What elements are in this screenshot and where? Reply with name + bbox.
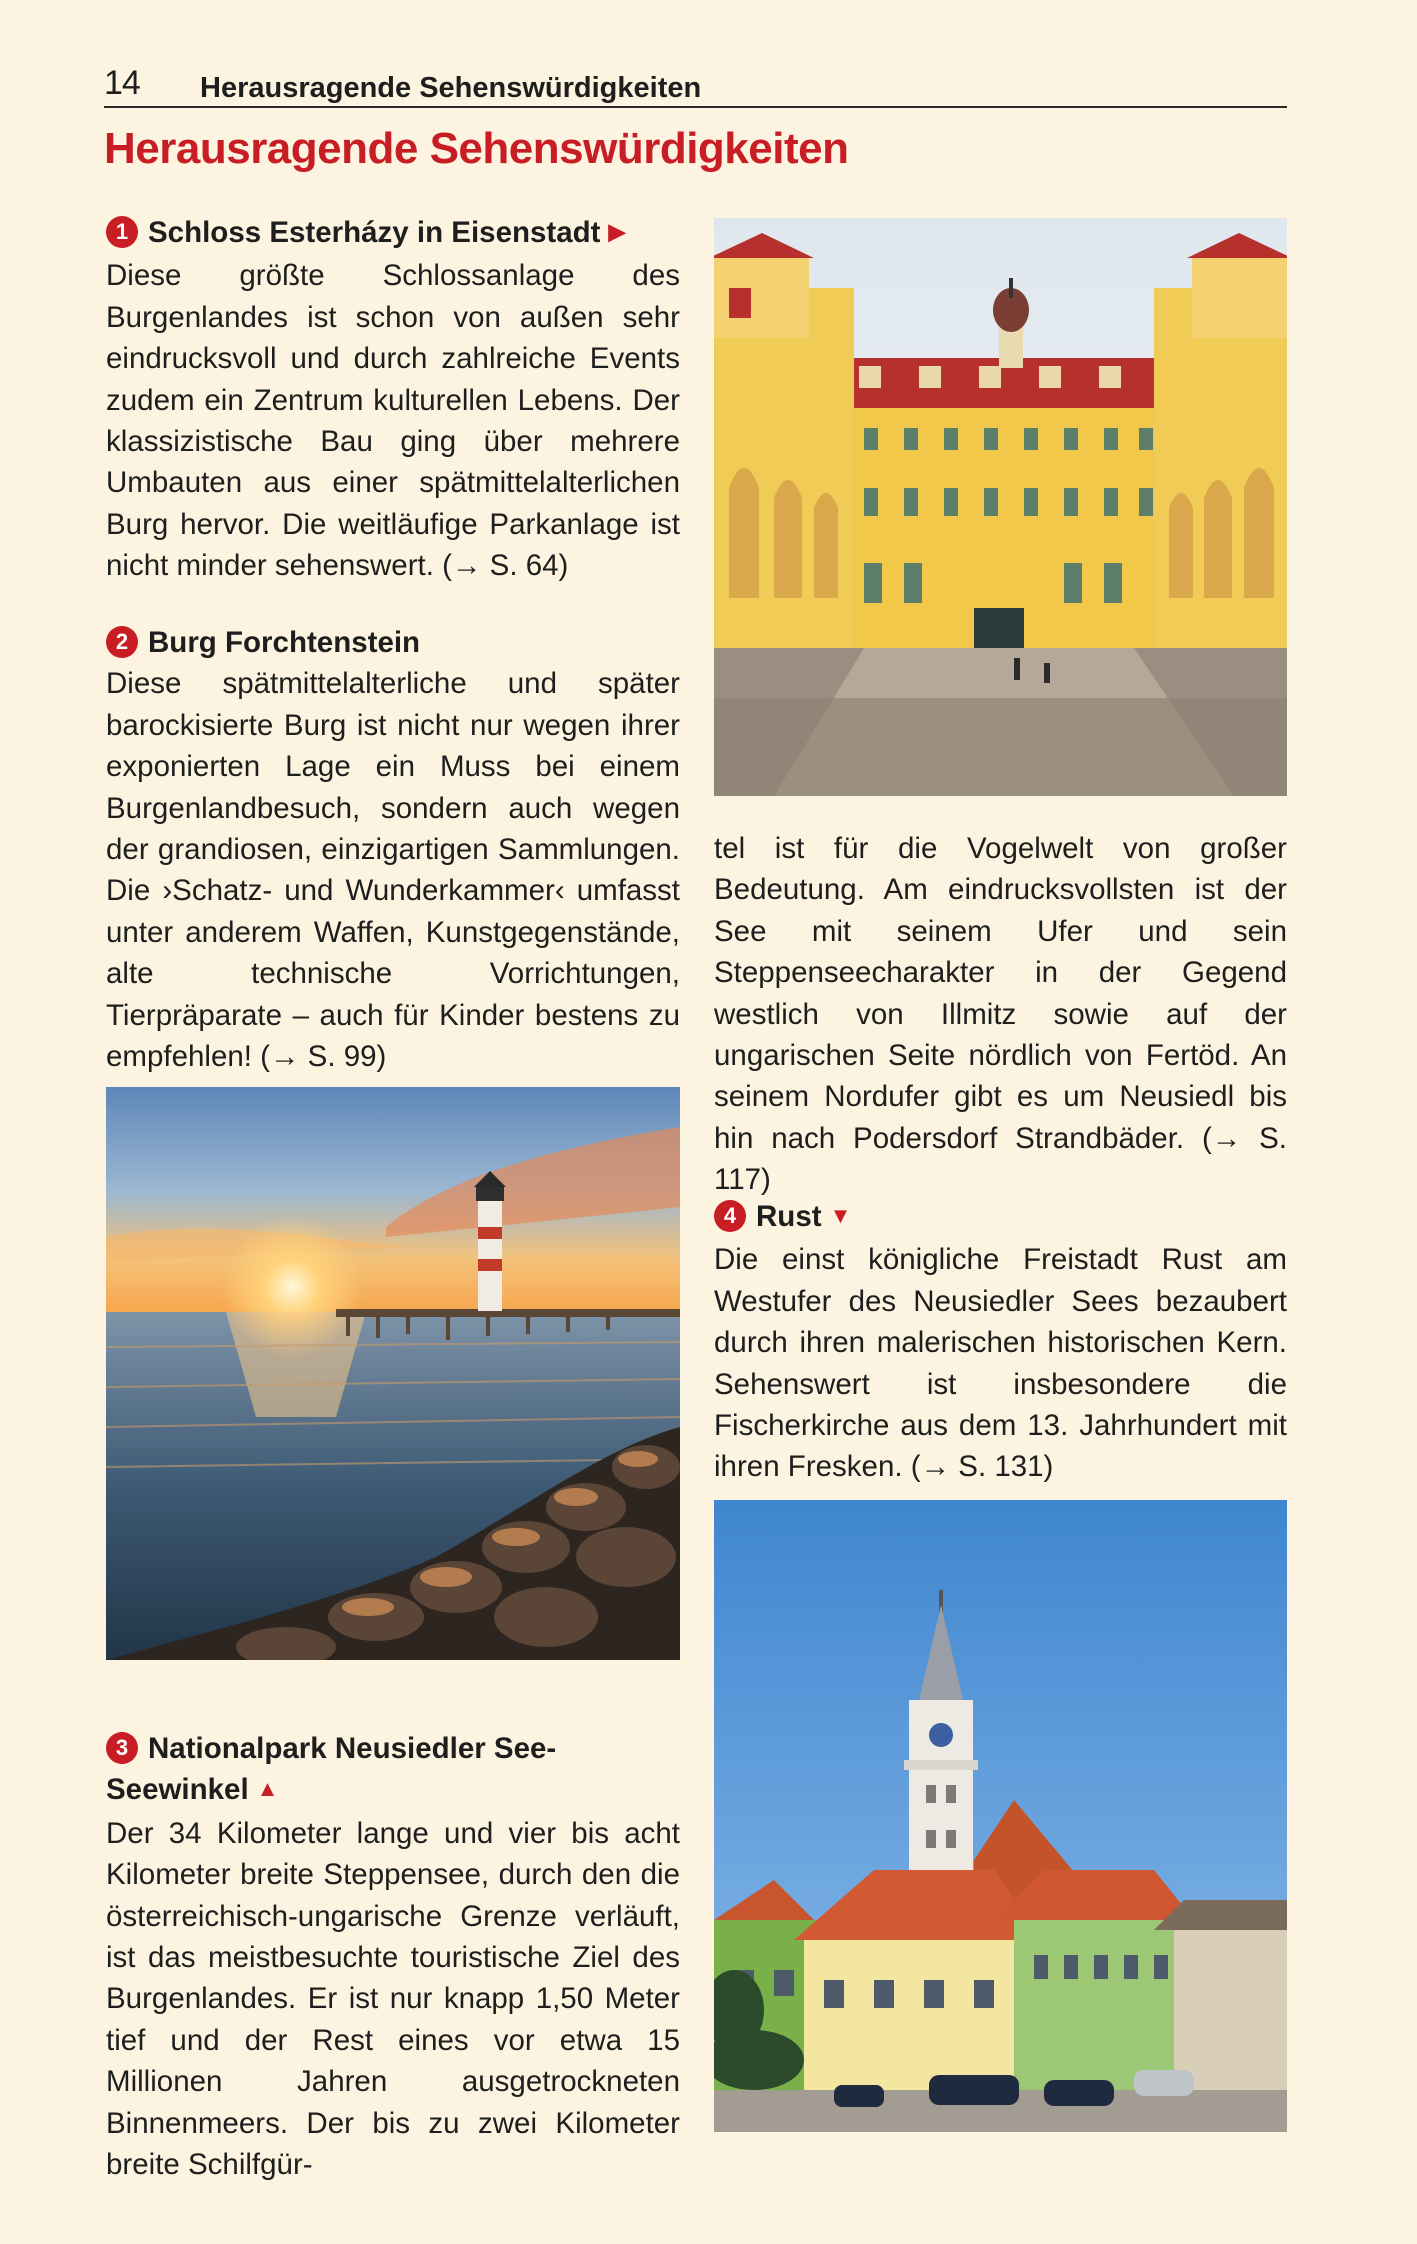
entry-title: Burg Forchtenstein	[148, 626, 421, 659]
entry-body: Diese spätmittelalterliche und später barockisierte Burg ist nicht nur wegen ihrer exponierten Lage ein Muss bei einem Burgenlandbesuch, sondern auch wegen der grandiosen, einzigartigen Sammlungen. Die ›Schatz- und Wunderkammer‹ umfasst unter anderem Waffen, Kunstgegenstände, alte technische Vorrichtungen, Tierpräparate – auch für Kinder bestens zu empfehlen! (→ S. 99)	[106, 667, 680, 1074]
entry-number-badge: 1	[106, 216, 138, 248]
entry-body: Der 34 Kilometer lange und vier bis acht Kilometer breite Steppensee, durch den die österreichisch-ungarische Grenze verläuft, ist das meistbesuchte touristische Ziel des Burgenlandes. Er ist nur knapp 1,50 Meter tief und der Rest eines vor etwa 15 Millionen Jahren ausgetrockneten Binnenmeers. Der bis zu zwei Kilometer breite Schilfgür-	[106, 1816, 680, 2182]
entry-3-continued	[714, 828, 1287, 1201]
triangle-down-marker-icon: ▼	[829, 1203, 852, 1228]
entry-title: Rust	[756, 1200, 822, 1233]
entry-number-badge: 4	[714, 1200, 746, 1232]
entry-3-heading	[106, 1728, 680, 1813]
photo-lighthouse-sunset	[106, 1087, 680, 1660]
entry-4-heading	[714, 1196, 1287, 1239]
entry-body: Diese größte Schlossanlage des Burgenlandes ist schon von außen sehr eindrucksvoll und durch zahlreiche Events zudem ein Zentrum kulturellen Lebens. Der klassizistische Bau ging über mehrere Umbauten aus einer spätmittelalterlichen Burg hervor. Die weitläufige Parkanlage ist nicht minder sehenswert. (→ S. 64)	[106, 259, 680, 583]
entry-3	[106, 1728, 680, 2185]
entry-number-badge: 3	[106, 1732, 138, 1764]
triangle-up-marker-icon: ▲	[256, 1776, 279, 1802]
header-divider	[104, 106, 1287, 108]
entry-number-badge: 2	[106, 626, 138, 658]
photo-schloss-esterhazy	[714, 218, 1287, 796]
entry-2-heading	[106, 622, 680, 663]
photo-rust-church	[714, 1500, 1287, 2132]
play-marker-icon: ▶	[608, 219, 626, 244]
entry-body: Die einst königliche Freistadt Rust am Westufer des Neusiedler Sees bezaubert durch ihren malerischen historischen Kern. Sehenswert ist insbesondere die Fischerkirche aus dem 13. Jahrhundert mit ihren Fresken. (→ S. 131)	[714, 1243, 1287, 1484]
page-number: 14	[104, 64, 140, 102]
page-title: Herausragende Sehenswürdigkeiten	[104, 124, 849, 173]
running-title: Herausragende Sehenswürdigkeiten	[200, 72, 702, 104]
entry-body: tel ist für die Vogelwelt von großer Bedeutung. Am eindrucksvollsten ist der See mit seinem Ufer und sein Steppenseecharakter in der Gegend westlich von Illmitz sowie auf der ungarischen Seite nördlich von Fertöd. An seinem Nordufer gibt es um Neusiedl bis hin nach Podersdorf Strandbäder. (→ S. 117)	[714, 832, 1287, 1197]
entry-title: Schloss Esterházy in Eisenstadt	[148, 216, 601, 249]
entry-title: Nationalpark Neusiedler See-Seewinkel	[106, 1732, 557, 1807]
entry-1-heading	[106, 212, 680, 255]
entry-2	[106, 622, 680, 1077]
entry-4	[714, 1196, 1287, 1488]
entry-1	[106, 212, 680, 587]
